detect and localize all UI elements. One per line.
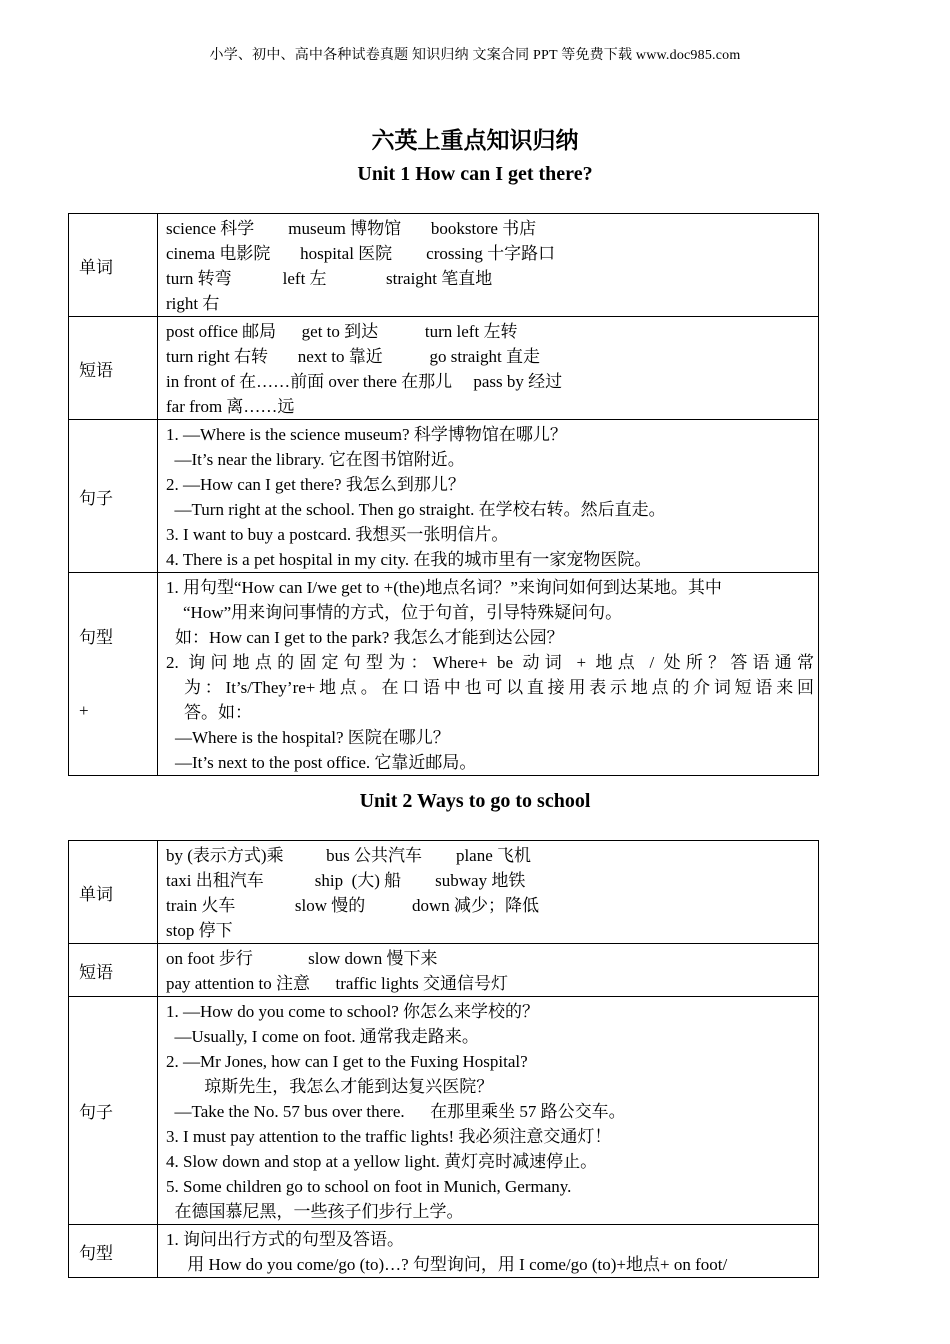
row-label-vocab: 单词 bbox=[69, 214, 158, 317]
unit2-sentence-row bbox=[69, 997, 819, 1225]
sentence-cell bbox=[158, 420, 819, 573]
pattern-line: 为：It’s/They’re+地点。在口语中也可以直接用表示地点的介词短语来回 bbox=[184, 678, 814, 697]
vocab-cell bbox=[158, 214, 819, 317]
pattern-line: —Where is the hospital? 医院在哪儿？ bbox=[175, 728, 450, 747]
sentence-line: 1. —Where is the science museum? 科学博物馆在哪儿？ bbox=[166, 425, 567, 444]
row-label-phrase: 短语 bbox=[69, 944, 158, 997]
page-header: 小学、初中、高中各种试卷真题 知识归纳 文案合同 PPT 等免费下载 www.doc985.com bbox=[209, 48, 741, 63]
unit2-phrase-row bbox=[69, 944, 819, 997]
phrase-line: far from 离……远 bbox=[166, 397, 295, 416]
phrase-line: pay attention to 注意 traffic lights 交通信号灯 bbox=[166, 974, 509, 993]
row-label-phrase: 短语 bbox=[69, 317, 158, 420]
unit2-title: Unit 2 Ways to go to school bbox=[359, 790, 591, 812]
sentence-line: —It’s near the library. 它在图书馆附近。 bbox=[166, 450, 465, 469]
sentence-line: 1. —How do you come to school? 你怎么来学校的？ bbox=[166, 1002, 540, 1021]
unit1-title: Unit 1 How can I get there? bbox=[357, 163, 593, 185]
unit1-vocab-row bbox=[69, 214, 819, 317]
phrase-line: post office 邮局 get to 到达 turn left 左转 bbox=[166, 322, 518, 341]
pattern-line: 用 How do you come/go (to)…? 句型询问，用 I come/go (to)+地点+ on foot/ bbox=[166, 1255, 728, 1274]
row-label-sentence: 句子 bbox=[69, 997, 158, 1225]
pattern-line: 2. 询问地点的固定句型为：Where+ be 动词 + 地点 / 处所？答语通常 bbox=[166, 653, 814, 672]
pattern-line: “How”用来询问事情的方式，位于句首，引导特殊疑问句。 bbox=[183, 603, 623, 622]
sentence-line: 3. I want to buy a postcard. 我想买一张明信片。 bbox=[166, 525, 509, 544]
vocab-line: by (表示方式)乘 bus 公共汽车 plane 飞机 bbox=[166, 846, 532, 865]
sentence-line: 2. —How can I get there? 我怎么到那儿？ bbox=[166, 475, 465, 494]
pattern-line: —It’s next to the post office. 它靠近邮局。 bbox=[175, 753, 477, 772]
pattern-line: 答。如： bbox=[184, 703, 252, 722]
sentence-line: 5. Some children go to school on foot in Munich, Germany. bbox=[166, 1177, 572, 1196]
phrase-line: turn right 右转 next to 靠近 go straight 直走 bbox=[166, 347, 540, 366]
sentence-cell bbox=[158, 997, 819, 1225]
pattern-line: 如：How can I get to the park? 我怎么才能到达公园？ bbox=[175, 628, 564, 647]
phrase-cell bbox=[158, 944, 819, 997]
unit1-pattern-row bbox=[69, 573, 819, 776]
phrase-line: in front of 在……前面 over there 在那儿 pass by 经过 bbox=[166, 372, 563, 391]
pattern-plus-mark: + bbox=[79, 701, 89, 720]
unit2-pattern-row bbox=[69, 1225, 819, 1278]
vocab-line: taxi 出租汽车 ship (大) 船 subway 地铁 bbox=[166, 871, 526, 890]
vocab-line: science 科学 museum 博物馆 bookstore 书店 bbox=[166, 219, 537, 238]
phrase-cell bbox=[158, 317, 819, 420]
sentence-line: 3. I must pay attention to the traffic lights! 我必须注意交通灯！ bbox=[166, 1127, 612, 1146]
vocab-cell bbox=[158, 841, 819, 944]
vocab-line: turn 转弯 left 左 straight 笔直地 bbox=[166, 269, 493, 288]
sentence-line: 在德国慕尼黑，一些孩子们步行上学。 bbox=[166, 1202, 464, 1221]
sentence-line: —Usually, I come on foot. 通常我走路来。 bbox=[166, 1027, 479, 1046]
unit2-vocab-row bbox=[69, 841, 819, 944]
pattern-line: 1. 询问出行方式的句型及答语。 bbox=[166, 1230, 404, 1249]
sentence-line: 4. Slow down and stop at a yellow light. 黄灯亮时减速停止。 bbox=[166, 1152, 598, 1171]
pattern-cell bbox=[158, 1225, 819, 1278]
vocab-line: right 右 bbox=[166, 294, 220, 313]
vocab-line: stop 停下 bbox=[166, 921, 233, 940]
sentence-line: 琼斯先生，我怎么才能到达复兴医院？ bbox=[166, 1077, 494, 1096]
phrase-line: on foot 步行 slow down 慢下来 bbox=[166, 949, 438, 968]
pattern-line: 1. 用句型“How can I/we get to +(the)地点名词？”来询问如何到达某地。其中 bbox=[166, 578, 722, 597]
unit2-table bbox=[68, 840, 819, 1278]
pattern-label: 句型 bbox=[79, 628, 113, 647]
unit1-sentence-row bbox=[69, 420, 819, 573]
sentence-line: —Turn right at the school. Then go straight. 在学校右转。然后直走。 bbox=[166, 500, 666, 519]
row-label-sentence: 句子 bbox=[69, 420, 158, 573]
document-title: 六英上重点知识归纳 bbox=[371, 128, 579, 153]
row-label-vocab: 单词 bbox=[69, 841, 158, 944]
vocab-line: train 火车 slow 慢的 down 减少；降低 bbox=[166, 896, 540, 915]
sentence-line: 4. There is a pet hospital in my city. 在我的城市里有一家宠物医院。 bbox=[166, 550, 652, 569]
unit1-phrase-row bbox=[69, 317, 819, 420]
pattern-cell bbox=[158, 573, 819, 776]
sentence-line: 2. —Mr Jones, how can I get to the Fuxing Hospital? bbox=[166, 1052, 528, 1071]
unit1-table bbox=[68, 213, 819, 776]
sentence-line: —Take the No. 57 bus over there. 在那里乘坐 57 路公交车。 bbox=[166, 1102, 626, 1121]
vocab-line: cinema 电影院 hospital 医院 crossing 十字路口 bbox=[166, 244, 556, 263]
row-label-pattern bbox=[69, 573, 158, 776]
row-label-pattern: 句型 bbox=[69, 1225, 158, 1278]
